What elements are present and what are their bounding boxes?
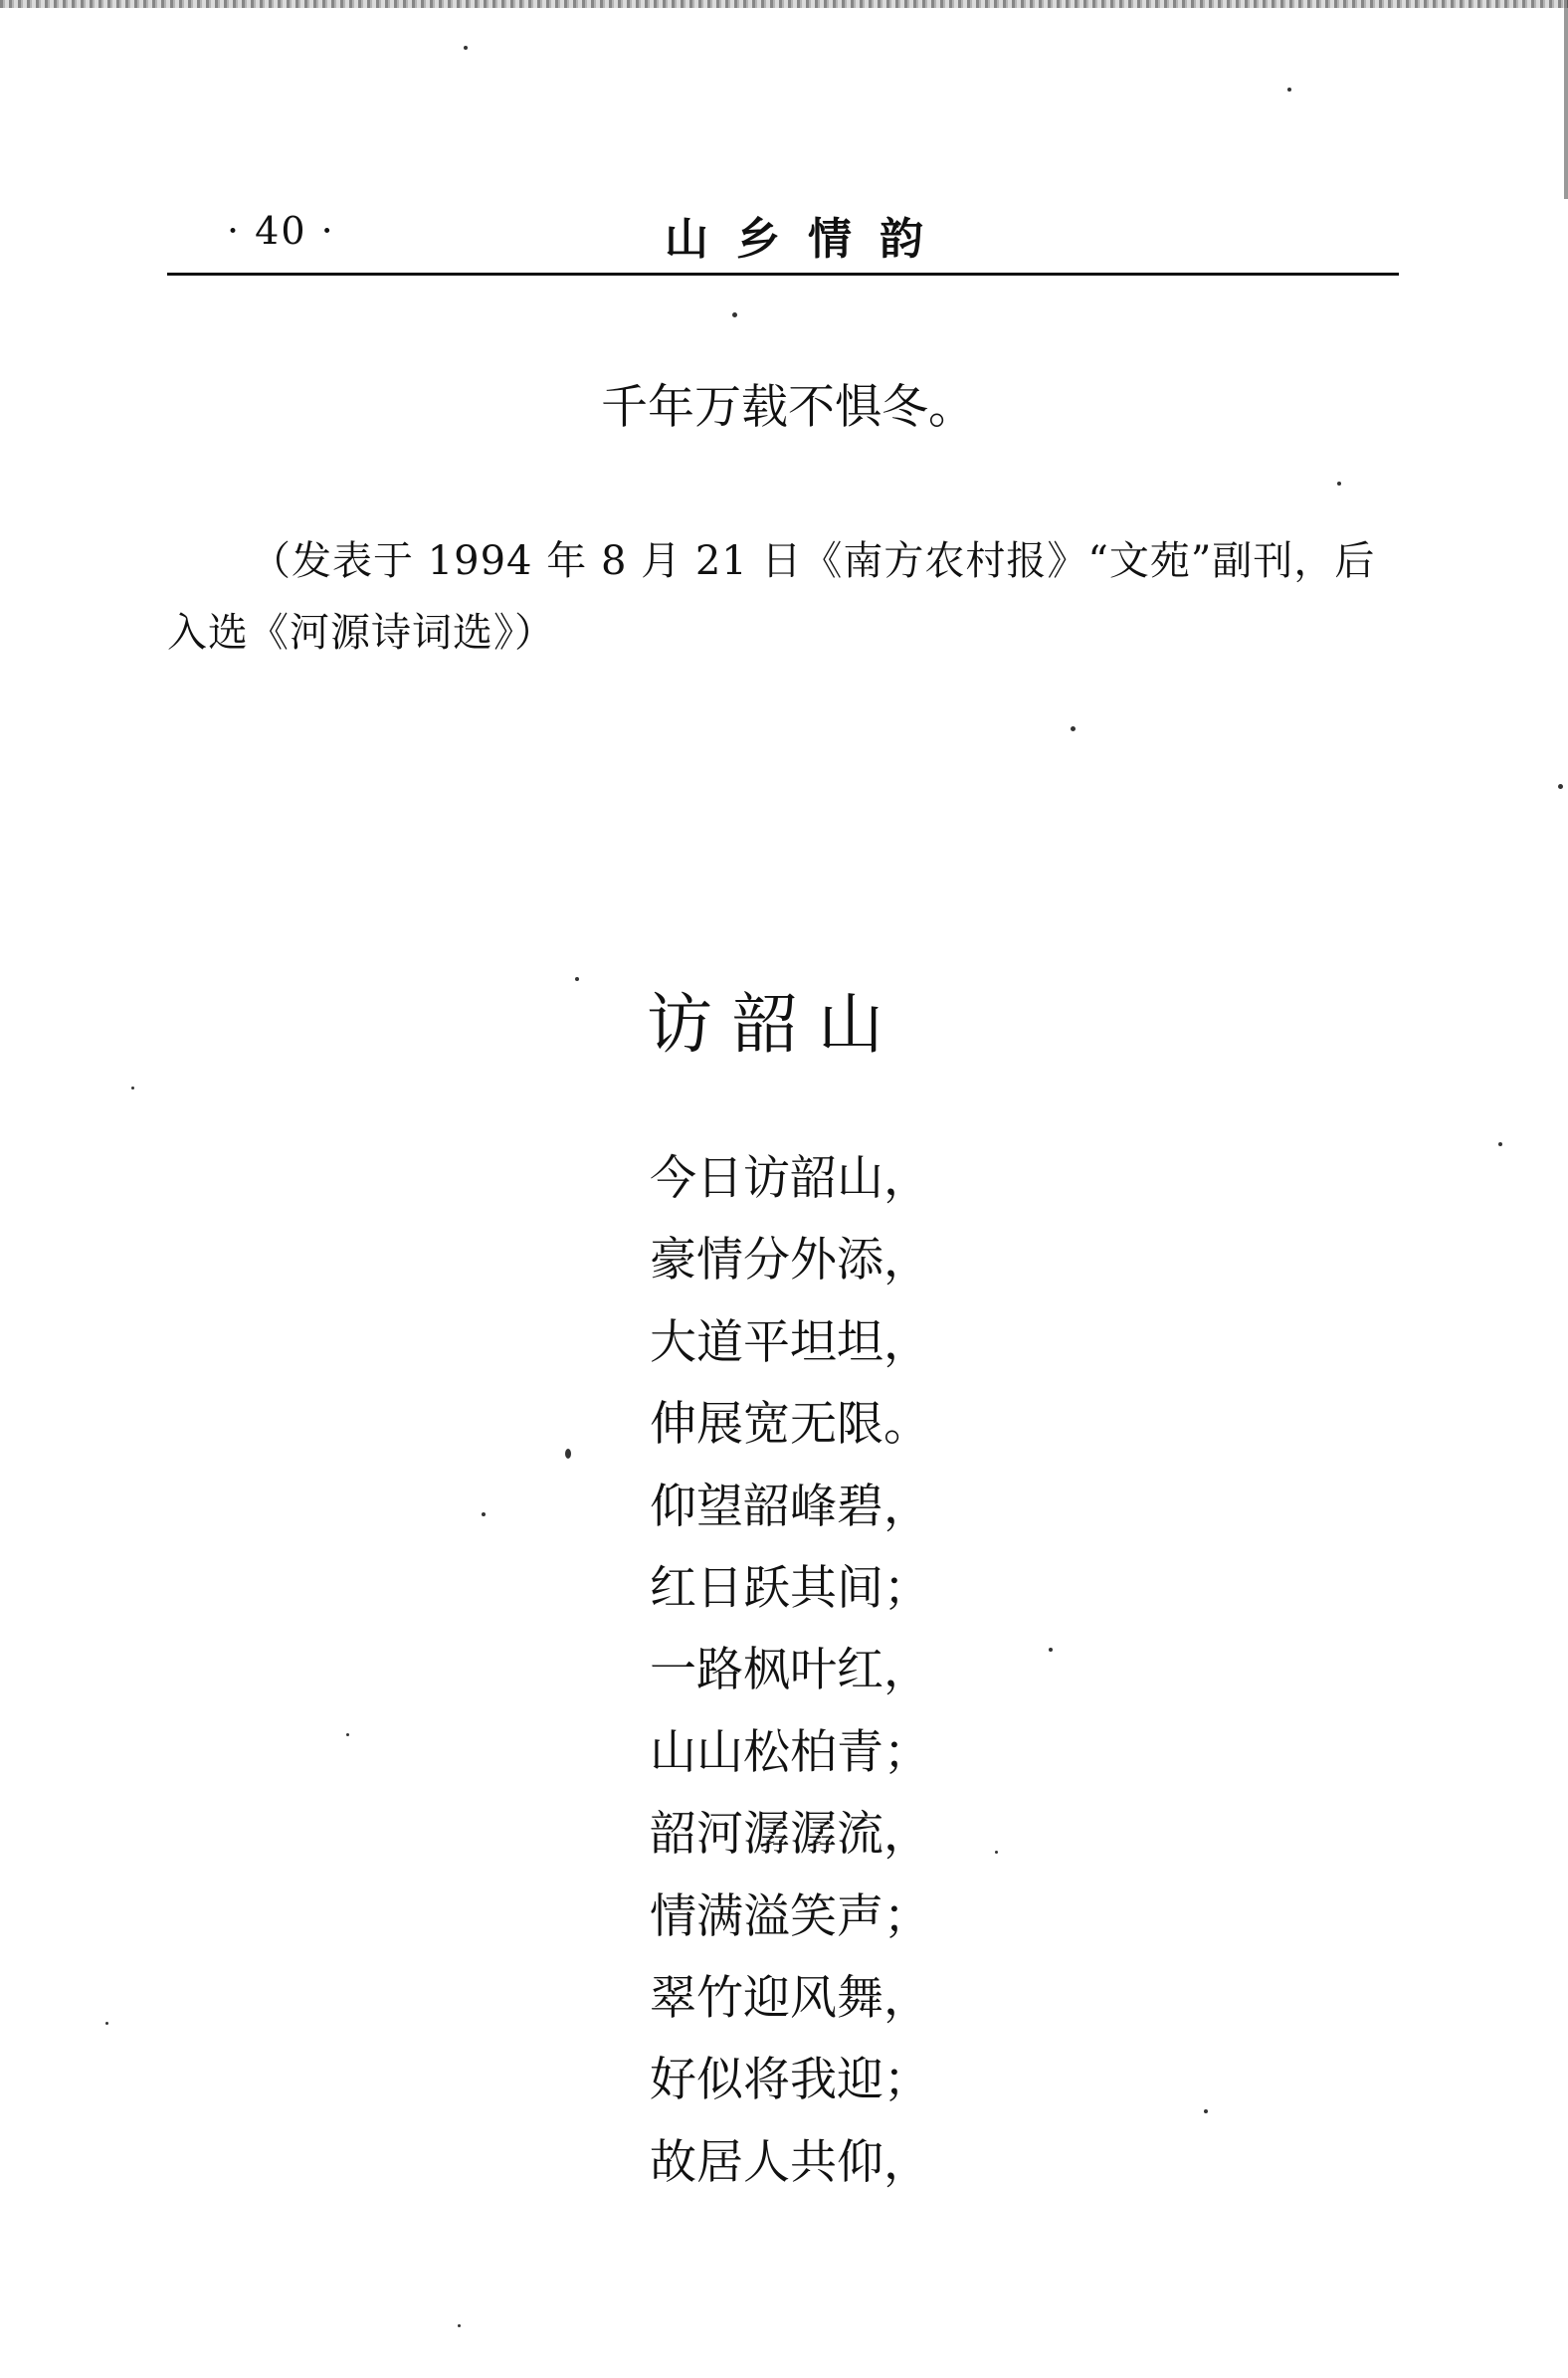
poem-line: 一路枫叶红， [650,1643,930,1698]
poem-line: 好似将我迎； [650,2053,930,2108]
previous-poem-last-line: 千年万载不惧冬。 [601,380,975,435]
scan-edge-artifact [0,0,1568,8]
poem-line: 仰望韶峰碧， [650,1479,930,1534]
scan-speck [105,2022,108,2025]
scan-speck [482,1512,486,1516]
poem-line: 红日跃其间； [650,1560,930,1616]
poem-line: 故居人共仰， [650,2134,930,2190]
poem-line: 大道平坦坦， [650,1314,930,1370]
poem-title: 访韶山 [647,986,903,1063]
poem-line: 韶河潺潺流， [650,1807,930,1863]
scan-speck [346,1733,349,1736]
scan-speck [1287,88,1291,92]
scan-speck [565,1449,571,1459]
scan-speck [1049,1648,1053,1652]
poem-body [650,1138,930,2204]
running-title: 山乡情韵 [665,214,951,265]
poem-line: 伸展宽无限。 [650,1397,930,1453]
poem-line: 情满溢笑声； [650,1888,930,1944]
scan-speck [1337,482,1341,486]
scan-speck [1498,1142,1502,1146]
scan-speck [131,1087,134,1090]
scan-speck [1558,784,1563,789]
poem-line: 今日访韶山， [650,1151,930,1206]
scan-speck [464,46,468,50]
scan-speck [995,1851,998,1854]
poem-line: 山山松柏青； [650,1724,930,1780]
poem-line: 豪情分外添， [650,1233,930,1288]
scan-edge-artifact-right [1564,0,1568,199]
publication-note: （发表于 1994 年 8 月 21 日《南方农村报》“文苑”副刊，后入选《河源诗词选》） [167,538,1376,656]
scan-speck [458,2324,461,2327]
scan-speck [1071,726,1076,731]
scan-speck [732,312,737,317]
scan-speck [1204,2109,1208,2113]
page-number: · 40 · [227,209,335,253]
poem-line: 翠竹迎风舞， [650,1970,930,2026]
scan-speck [575,977,579,981]
header-divider [167,273,1399,276]
